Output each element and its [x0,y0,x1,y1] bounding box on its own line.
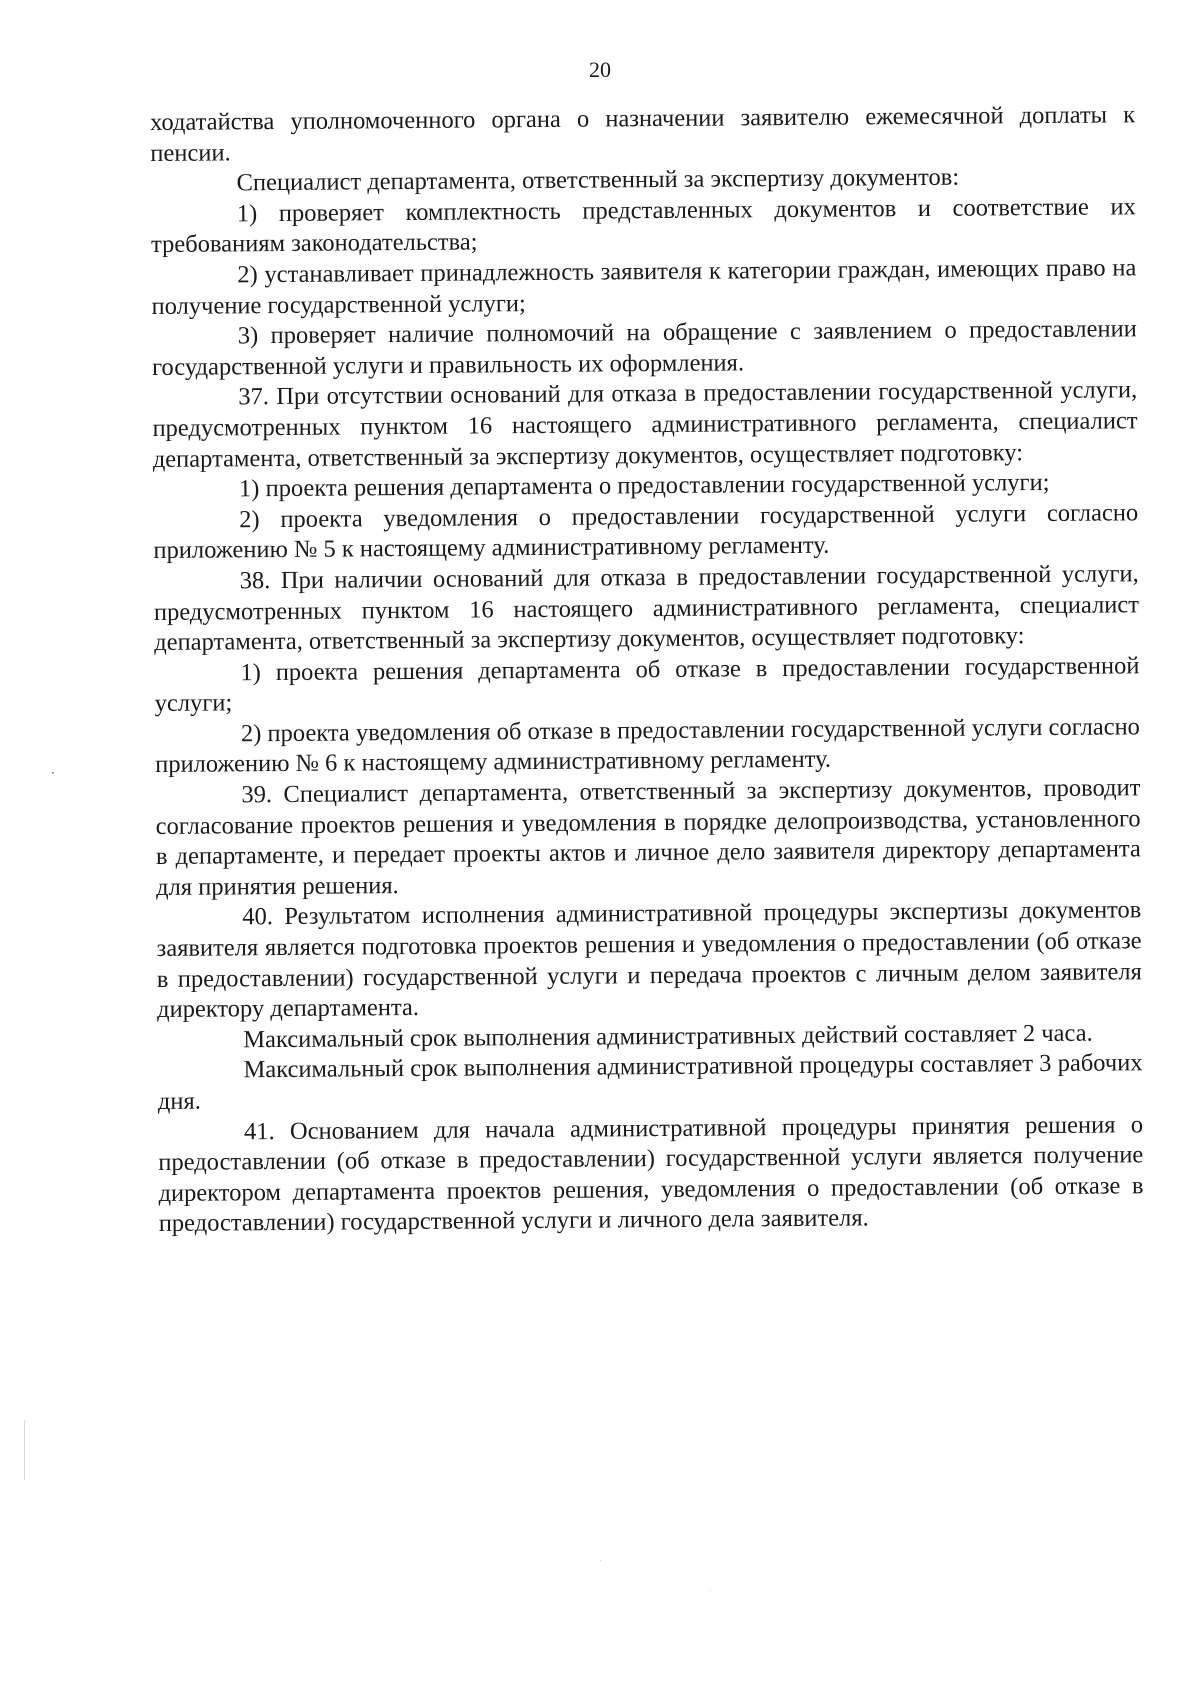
scan-edge-mark [24,1420,25,1480]
paragraph-item-37-1: 1) проекта решения департамента о предоставлении государственной услуги; [238,469,1050,503]
paragraph-specialist-intro: Специалист департамента, ответственный за экспертизу документов: [236,163,960,197]
paragraph-item-37-2: 2) проекта уведомления о предоставлении государственной услуги согласно приложению № 5 к настоящему административному регламенту. [153,498,1139,565]
paragraph-item-39: 39. Специалист департамента, ответственный за экспертизу документов, проводит согласование проектов решения и уведомления в порядке делопроизводства, установленного в департаменте, и передает проекты актов и личное дело заявителя директору департамента для принятия решения. [155,774,1141,901]
paragraph-continuation: ходатайства уполномоченного органа о назначении заявителю ежемесячной доплаты к пенсии. [150,101,1136,167]
paragraph-item-38: 38. При наличии оснований для отказа в предоставлении государственной услуги, предусмотренных пунктом 16 настоящего административного регламента, специалист департамента, ответственный за экспертизу документов, осуществляет подготовку: [153,560,1140,657]
paragraph-item-40: 40. Результатом исполнения административной процедуры экспертизы документов заявителя является подготовка проектов решения и уведомления о предоставлении (об отказе в предоставлении) государственной услуги и передача проектов с личным делом заявителя директору департамента. [156,896,1142,1024]
document-body [150,100,1144,1240]
scan-speck [52,772,54,774]
paragraph-check-authority: 3) проверяет наличие полномочий на обращение с заявлением о предоставлении государственной услуги и правильность их оформления. [151,315,1137,381]
page-number: 20 [589,57,611,82]
paragraph-item-41: 41. Основанием для начала административной процедуры принятия решения о предоставлении (об отказе в предоставлении) государственной услуги является получение директором департамента проектов решения, уведомления о предоставлении (об отказе в предоставлении) государственной услуги и личного дела заявителя. [158,1110,1144,1238]
scan-speck [600,1560,601,1561]
scan-speck [710,1590,711,1591]
paragraph-item-37: 37. При отсутствии оснований для отказа в предоставлении государственной услуги, предусмотренных пунктом 16 настоящего административного регламента, специалист департамента, ответственный за экспертизу документов, осуществляет подготовку: [152,376,1138,473]
paragraph-check-completeness: 1) проверяет комплектность представленных документов и соответствие их требованиям законодательства; [150,193,1136,259]
paragraph-max-time-procedure: Максимальный срок выполнения административной процедуры составляет 3 рабочих дня. [157,1049,1143,1115]
paragraph-max-time-actions: Максимальный срок выполнения административных действий составляет 2 часа. [243,1019,1093,1054]
paragraph-item-38-2: 2) проекта уведомления об отказе в предоставлении государственной услуги согласно приложению № 6 к настоящему административному регламенту. [155,713,1140,779]
paragraph-item-38-1: 1) проекта решения департамента об отказе в предоставлении государственной услуги; [154,651,1140,718]
paragraph-check-category: 2) устанавливает принадлежность заявителя к категории граждан, имеющих право на получение государственной услуги; [151,254,1137,320]
